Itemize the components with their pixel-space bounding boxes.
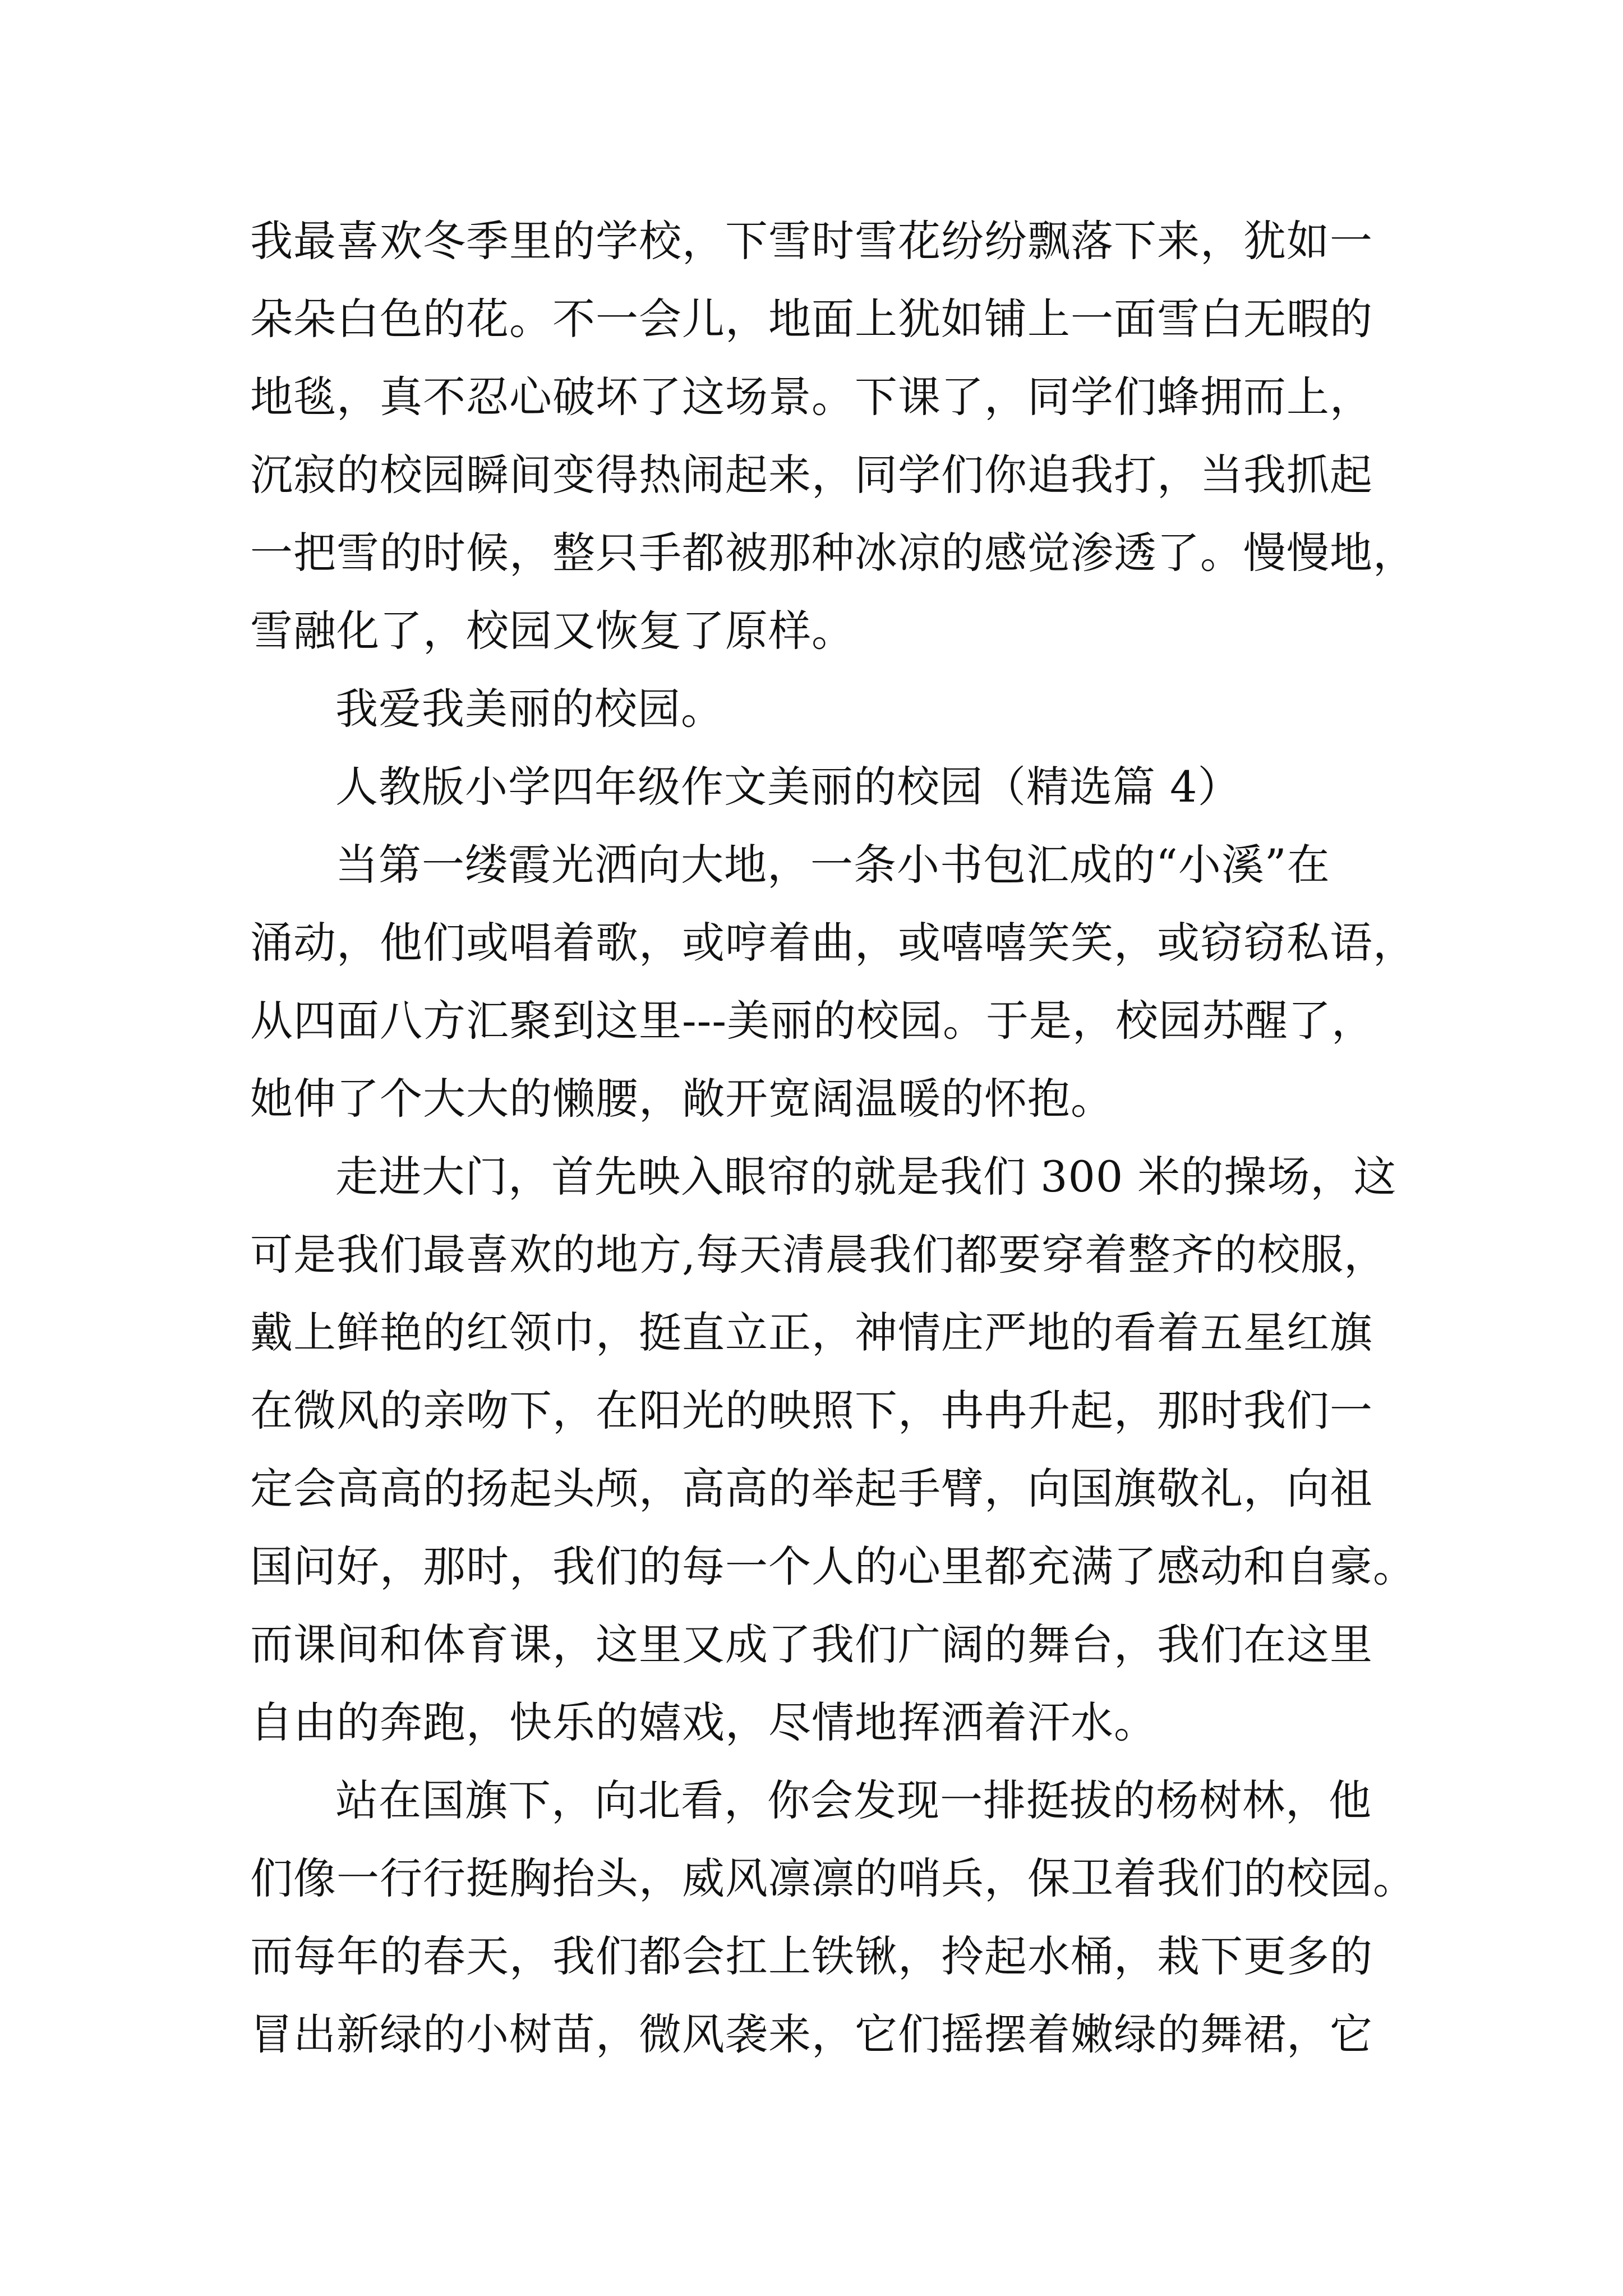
text-line: 们像一行行挺胸抬头，威风凛凛的哨兵，保卫着我们的校园。 xyxy=(250,1853,1416,1903)
text-line: 人教版小学四年级作文美丽的校园（精选篇 4） xyxy=(335,762,1241,812)
text-line: 在微风的亲吻下，在阳光的映照下，冉冉升起，那时我们一 xyxy=(250,1386,1373,1435)
text-line: 沉寂的校园瞬间变得热闹起来，同学们你追我打，当我抓起 xyxy=(250,450,1373,500)
text-line: 我最喜欢冬季里的学校，下雪时雪花纷纷飘落下来，犹如一 xyxy=(250,216,1373,266)
text-line: 一把雪的时候，整只手都被那种冰凉的感觉渗透了。慢慢地， xyxy=(250,528,1416,578)
text-line: 从四面八方汇聚到这里---美丽的校园。于是，校园苏醒了， xyxy=(250,996,1375,1046)
text-line: 而每年的春天，我们都会扛上铁锹，拎起水桶，栽下更多的 xyxy=(250,1931,1373,1981)
text-line: 自由的奔跑，快乐的嬉戏，尽情地挥洒着汗水。 xyxy=(250,1697,1157,1747)
text-line: 她伸了个大大的懒腰，敞开宽阔温暖的怀抱。 xyxy=(250,1074,1114,1124)
essay-body xyxy=(250,202,1416,2073)
text-line: 定会高高的扬起头颅，高高的举起手臂，向国旗敬礼，向祖 xyxy=(250,1464,1373,1513)
text-line: 站在国旗下，向北看，你会发现一排挺拔的杨树林，他 xyxy=(335,1775,1372,1825)
text-line: 国问好，那时，我们的每一个人的心里都充满了感动和自豪。 xyxy=(250,1542,1416,1591)
text-line: 可是我们最喜欢的地方,每天清晨我们都要穿着整齐的校服， xyxy=(250,1230,1387,1280)
text-line: 雪融化了，校园又恢复了原样。 xyxy=(250,606,855,656)
text-line: 涌动，他们或唱着歌，或哼着曲，或嘻嘻笑笑，或窃窃私语， xyxy=(250,918,1416,968)
text-line: 当第一缕霞光洒向大地，一条小书包汇成的“小溪”在 xyxy=(335,840,1330,890)
text-line: 冒出新绿的小树苗，微风袭来，它们摇摆着嫩绿的舞裙，它 xyxy=(250,2009,1373,2059)
text-line: 朵朵白色的花。不一会儿，地面上犹如铺上一面雪白无暇的 xyxy=(250,294,1373,344)
text-line: 戴上鲜艳的红领巾，挺直立正，神情庄严地的看着五星红旗 xyxy=(250,1308,1373,1358)
text-line: 走进大门，首先映入眼帘的就是我们 300 米的操场，这 xyxy=(335,1152,1397,1202)
text-line: 地毯，真不忍心破坏了这场景。下课了，同学们蜂拥而上， xyxy=(250,372,1373,422)
text-line: 而课间和体育课，这里又成了我们广阔的舞台，我们在这里 xyxy=(250,1619,1373,1669)
text-line: 我爱我美丽的校园。 xyxy=(335,684,724,734)
